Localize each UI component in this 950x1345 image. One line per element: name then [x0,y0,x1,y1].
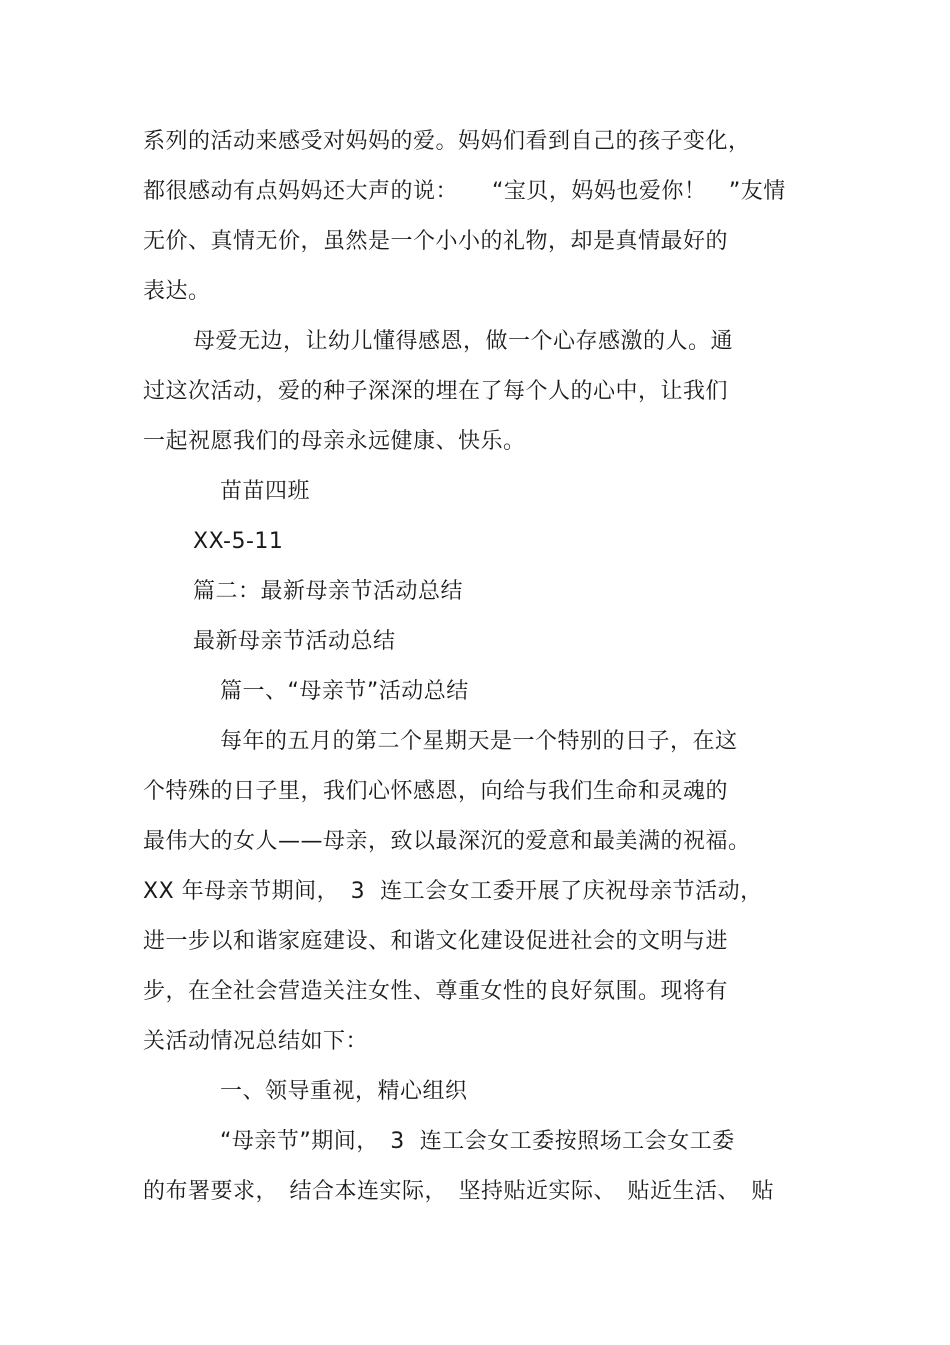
text-line-3: 无价、真情无价，虽然是一个小小的礼物，却是真情最好的 [143,229,729,254]
text-line-16: XX 年母亲节期间， 3 连工会女工委开展了庆祝母亲节活动， [143,879,763,904]
text-line-14: 个特殊的日子里，我们心怀感恩，向给与我们生命和灵魂的 [143,779,729,804]
text-line-19: 关活动情况总结如下： [143,1029,369,1054]
text-line-4: 表达。 [143,279,211,304]
text-line-5: 母爱无边，让幼儿懂得感恩，做一个心存感激的人。通 [193,329,734,354]
text-line-21: “母亲节”期间， 3 连工会女工委按照场工会女工委 [220,1129,735,1154]
text-line-1: 系列的活动来感受对妈妈的爱。妈妈们看到自己的孩子变化， [143,129,751,154]
text-line-22: 的布署要求， 结合本连实际， 坚持贴近实际、 贴近生活、 贴 [143,1179,775,1204]
text-line-7: 一起祝愿我们的母亲永远健康、快乐。 [143,429,526,454]
text-line-17: 进一步以和谐家庭建设、和谐文化建设促进社会的文明与进 [143,929,729,954]
section-heading: 篇二：最新母亲节活动总结 [193,579,464,604]
text-line-6: 过这次活动，爱的种子深深的埋在了每个人的心中，让我们 [143,379,729,404]
subsection-heading: 一、领导重视，精心组织 [220,1079,468,1104]
article-subtitle: 篇一、“母亲节”活动总结 [220,679,469,704]
text-line-13: 每年的五月的第二个星期天是一个特别的日子，在这 [220,729,738,754]
signature-date: XX-5-11 [193,529,284,554]
text-line-2: 都很感动有点妈妈还大声的说： “宝贝，妈妈也爱你！ ”友情 [143,179,786,204]
text-line-15: 最伟大的女人——母亲，致以最深沉的爱意和最美满的祝福。 [143,829,751,854]
text-line-18: 步，在全社会营造关注女性、尊重女性的良好氛围。现将有 [143,979,729,1004]
article-title: 最新母亲节活动总结 [193,629,396,654]
signature-class: 苗苗四班 [220,479,311,504]
